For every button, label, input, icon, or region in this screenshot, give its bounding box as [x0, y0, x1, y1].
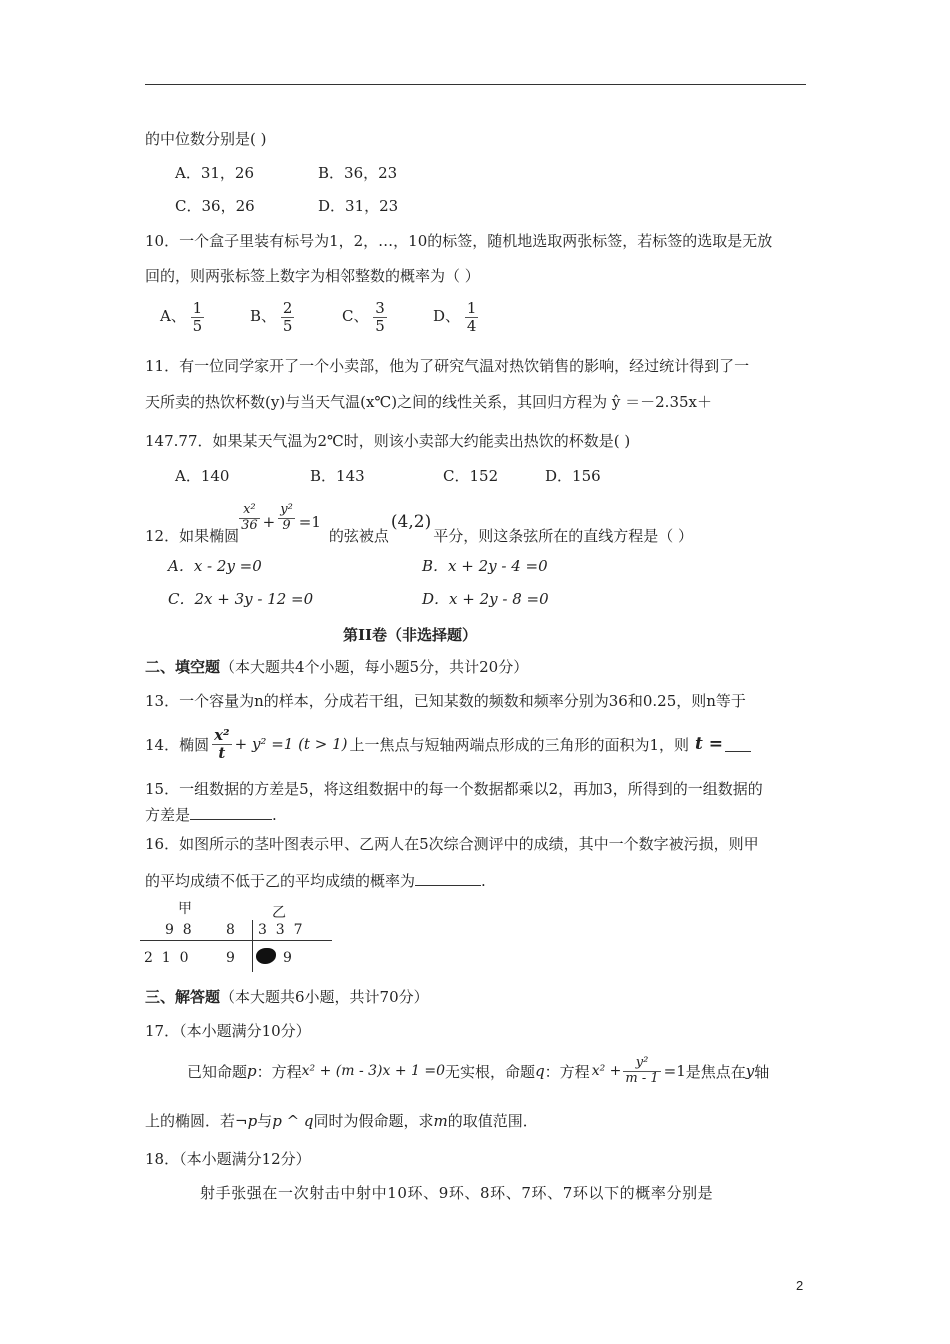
stem-row2-left: 2 1 0	[144, 950, 189, 966]
q14-suffix: 上一焦点与短轴两端点形成的三角形的面积为1，则	[349, 735, 690, 754]
q12-stem	[145, 497, 693, 547]
q10-option-a	[160, 300, 204, 334]
stem-row1-left: 9 8	[165, 922, 192, 938]
header-rule	[145, 84, 806, 85]
q9-tail: 的中位数分别是( )	[145, 130, 267, 148]
part2-title: 第II卷（非选择题）	[343, 626, 478, 644]
q11-option-c: C．152	[443, 467, 499, 485]
stem-row2-right: 9	[283, 950, 292, 966]
q17-line2	[145, 1110, 538, 1131]
stem-row2-stem: 9	[226, 950, 235, 966]
q17-frac-num: y²	[623, 1056, 660, 1071]
q10-line1: 10．一个盒子里装有标号为1，2，…，10的标签，随机地选取两张标签，若标签的选取是无放	[145, 232, 773, 250]
q16-line2: 的平均成绩不低于乙的平均成绩的概率为 .	[145, 872, 486, 890]
ink-blot-smudge	[256, 948, 276, 964]
q17-line1	[187, 1047, 769, 1095]
q12-frac2-den: 9	[282, 517, 291, 533]
q12-option-b: B．x + 2y - 4 =0	[422, 557, 548, 575]
q15-line2: 方差是 .	[145, 806, 277, 824]
q17-q-var: q	[535, 1062, 545, 1080]
q12-plus: +	[262, 513, 276, 531]
q11-line3: 147.77．如果某天气温为2℃时，则该小卖部大约能卖出热饮的杯数是( )	[145, 432, 631, 450]
stem-leaf-plot	[140, 898, 335, 978]
section2-head: 二、填空题	[145, 658, 221, 676]
q18-title: 18．（本小题满分12分）	[145, 1150, 311, 1168]
q15-line1: 15．一组数据的方差是5，将这组数据中的每一个数据都乘以2，再加3，所得到的一组数据的	[145, 780, 763, 798]
q10-option-b-label: B、	[250, 307, 277, 325]
q11-line2: 天所卖的热饮杯数(y)与当天气温(x℃)之间的线性关系，其回归方程为 ŷ ＝－2.35x＋	[145, 393, 712, 411]
q12-frac1-num: x²	[239, 503, 260, 518]
q12-option-a: A．x - 2y =0	[168, 557, 262, 575]
q14-answer-blank[interactable]	[725, 737, 751, 752]
q17-not-p: ¬p	[235, 1112, 258, 1130]
q14-frac-num: x²	[214, 726, 230, 744]
q15-answer-blank[interactable]	[190, 805, 272, 820]
q17-p4: ：方程	[544, 1062, 590, 1081]
q12-option-d: D．x + 2y - 8 =0	[422, 590, 549, 608]
q14-prefix: 14．椭圆	[145, 735, 210, 754]
q10-option-a-den: 5	[192, 316, 203, 335]
q10-line2: 回的，则两张标签上数字为相邻整数的概率为（ ）	[145, 267, 480, 285]
q14-frac-den: t	[218, 743, 226, 762]
q17-p-var: p	[247, 1062, 257, 1080]
q9-option-d: D．31，23	[318, 197, 399, 215]
q11-option-a: A．140	[175, 467, 230, 485]
q10-option-d-den: 4	[466, 316, 477, 335]
q17-eq1: x² + (m - 3)x + 1 =0	[301, 1063, 446, 1079]
q10-option-c-den: 5	[375, 316, 385, 335]
q17-line2d: 的取值范围．	[447, 1112, 538, 1130]
q17-line2b: 与	[257, 1112, 273, 1130]
q10-option-d-num: 1	[466, 299, 477, 317]
q9-option-c: C．36，26	[175, 197, 255, 215]
q11-option-b: B．143	[310, 467, 365, 485]
q12-option-c: C．2x + 3y - 12 =0	[168, 590, 314, 608]
q14-rest: + y² =1 (t > 1)	[234, 735, 348, 753]
q10-option-b	[250, 300, 294, 334]
q12-frac2-num: y²	[280, 502, 293, 518]
q10-option-a-num: 1	[192, 299, 203, 317]
q12-mid: 的弦被点	[328, 526, 389, 545]
q13: 13．一个容量为n的样本，分成若干组，已知某数的频数和频率分别为36和0.25，则n等于	[145, 692, 746, 710]
stem-label-jia: 甲	[178, 900, 192, 916]
q14	[145, 720, 751, 768]
q15-line2-text: 方差是	[145, 806, 191, 824]
stem-row1-right: 3 3 7	[258, 922, 303, 938]
q16-answer-blank[interactable]	[415, 871, 481, 886]
section2-note: （本大题共4个小题，每小题5分，共计20分）	[220, 658, 529, 676]
q10-option-c-label: C、	[342, 307, 369, 325]
q18-line1: 射手张强在一次射击中射中10环、9环、8环、7环、7环以下的概率分别是	[200, 1184, 714, 1202]
stem-label-yi: 乙	[272, 904, 286, 920]
q10-option-a-label: A、	[160, 307, 186, 325]
q12-prefix: 12．如果椭圆	[145, 526, 240, 545]
q10-option-d	[433, 300, 478, 334]
q17-line2c: 同时为假命题，求	[313, 1112, 434, 1130]
q17-p5: 是焦点在	[685, 1062, 746, 1081]
q10-option-d-label: D、	[433, 307, 461, 325]
q17-p-and-q: p ^ q	[272, 1112, 314, 1130]
q17-p1: 已知命题	[187, 1062, 248, 1081]
stem-vline	[252, 920, 253, 972]
stem-row1-stem: 8	[226, 922, 235, 938]
section3-note: （本大题共6小题，共计70分）	[220, 988, 429, 1006]
q11-option-d: D．156	[545, 467, 601, 485]
q12-eq: =1	[298, 513, 321, 531]
q17-p6: 轴	[754, 1062, 770, 1081]
section3-head: 三、解答题	[145, 988, 221, 1006]
q9-option-a: A．31，26	[175, 164, 255, 182]
q16-line2-text: 的平均成绩不低于乙的平均成绩的概率为	[145, 872, 416, 890]
page-number: 2	[796, 1278, 804, 1293]
q10-option-c-num: 3	[375, 299, 385, 317]
q10-option-b-num: 2	[282, 299, 293, 317]
q9-option-b: B．36，23	[318, 164, 398, 182]
q10-option-c	[342, 300, 387, 334]
q17-frac-den: m - 1	[625, 1070, 659, 1086]
q17-eq2a: x² +	[591, 1063, 622, 1079]
q17-eq2b: =1	[663, 1062, 686, 1080]
q17-line2a: 上的椭圆．若	[145, 1112, 236, 1130]
q17-y-var: y	[745, 1062, 755, 1080]
section3-heading	[145, 986, 429, 1007]
section2-heading	[145, 656, 528, 677]
q17-p2: ：方程	[256, 1062, 302, 1081]
stem-hline	[140, 940, 332, 941]
q17-m-var: m	[433, 1112, 448, 1130]
q12-point: (4,2)	[390, 512, 432, 532]
q14-var: t =	[695, 734, 724, 754]
q17-title: 17．（本小题满分10分）	[145, 1022, 311, 1040]
q12-frac1-den: 36	[241, 517, 258, 533]
q10-option-b-den: 5	[282, 316, 293, 335]
q12-suffix: 平分，则这条弦所在的直线方程是（ ）	[433, 526, 694, 545]
q17-p3: 无实根，命题	[445, 1062, 536, 1081]
q16-line1: 16．如图所示的茎叶图表示甲、乙两人在5次综合测评中的成绩，其中一个数字被污损，则甲	[145, 835, 759, 853]
q11-line1: 11．有一位同学家开了一个小卖部，他为了研究气温对热饮销售的影响，经过统计得到了一	[145, 357, 750, 375]
